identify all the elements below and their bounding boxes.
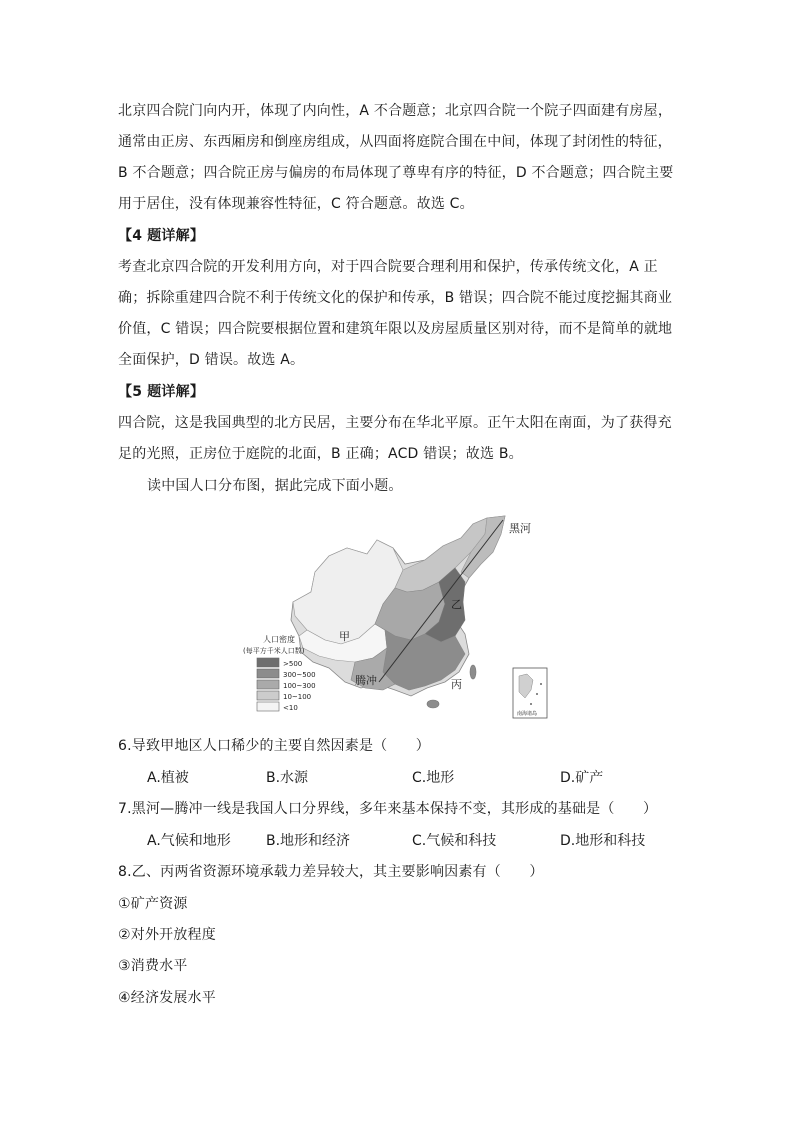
taiwan-island	[470, 665, 476, 679]
label-bing: 丙	[451, 678, 462, 691]
paragraph-line: 价值，C 错误；四合院要根据位置和建筑年限以及房屋质量区别对待，而不是简单的就地	[118, 321, 673, 337]
south-china-sea-inset	[513, 668, 547, 718]
q7-option-d[interactable]: D.地形和科技	[560, 833, 646, 849]
section-heading-q5: 【5 题详解】	[118, 384, 205, 400]
population-density-map	[243, 512, 555, 722]
legend-title: 人口密度	[263, 635, 295, 644]
q8-item-3[interactable]: ③消费水平	[118, 958, 188, 974]
paragraph-line: 四合院，这是我国典型的北方民居，主要分布在华北平原。正午太阳在南面，为了获得充	[118, 415, 672, 431]
q7-option-c[interactable]: C.气候和科技	[412, 833, 497, 849]
q6-option-d[interactable]: D.矿产	[560, 770, 604, 786]
question-6: 6.导致甲地区人口稀少的主要自然因素是（ ）	[118, 738, 430, 754]
legend-label: <10	[283, 704, 298, 712]
legend-swatch	[257, 658, 279, 667]
inset-label: 南海诸岛	[517, 711, 538, 717]
legend-swatch	[257, 691, 279, 700]
q6-option-c[interactable]: C.地形	[412, 770, 455, 786]
q8-item-2[interactable]: ②对外开放程度	[118, 927, 216, 943]
paragraph-line: 足的光照，正房位于庭院的北面，B 正确；ACD 错误；故选 B。	[118, 446, 523, 462]
label-yi: 乙	[451, 598, 462, 611]
label-heihe: 黑河	[509, 522, 531, 535]
q8-item-1[interactable]: ①矿产资源	[118, 896, 188, 912]
paragraph-line: 北京四合院门向内开，体现了内向性，A 不合题意；北京四合院一个院子四面建有房屋，	[118, 103, 673, 119]
q7-option-b[interactable]: B.地形和经济	[266, 833, 351, 849]
question-7: 7.黑河—腾冲一线是我国人口分界线，多年来基本保持不变，其形成的基础是（ ）	[118, 801, 658, 817]
q7-option-a[interactable]: A.气候和地形	[147, 833, 231, 849]
paragraph-line: 考查北京四合院的开发利用方向，对于四合院要合理利用和保护，传承传统文化，A 正	[118, 259, 658, 275]
legend-label: 100~300	[283, 682, 316, 690]
paragraph-line: 用于居住，没有体现兼容性特征，C 符合题意。故选 C。	[118, 196, 474, 212]
q6-option-a[interactable]: A.植被	[147, 770, 189, 786]
legend-label: >500	[283, 660, 303, 668]
label-jia: 甲	[339, 630, 350, 643]
paragraph-line: B 不合题意；四合院正房与偏房的布局体现了尊卑有序的特征，D 不合题意；四合院主要	[118, 165, 674, 181]
legend-label: 10~100	[283, 693, 312, 701]
paragraph-line: 通常由正房、东西厢房和倒座房组成，从四面将庭院合围在中间，体现了封闭性的特征，	[118, 134, 672, 150]
section-heading-q4: 【4 题详解】	[118, 228, 205, 244]
paragraph-line: 全面保护，D 错误。故选 A。	[118, 352, 305, 368]
map-svg	[243, 512, 555, 722]
legend-swatch	[257, 669, 279, 678]
hainan-island	[427, 700, 439, 708]
legend-swatch	[257, 702, 279, 711]
q8-item-4[interactable]: ④经济发展水平	[118, 990, 216, 1006]
map-intro: 读中国人口分布图，据此完成下面小题。	[147, 478, 403, 494]
legend-swatch	[257, 680, 279, 689]
label-tengchong: 腾冲	[355, 674, 377, 687]
question-8: 8.乙、丙两省资源环境承载力差异较大，其主要影响因素有（ ）	[118, 864, 544, 880]
paragraph-line: 确；拆除重建四合院不利于传统文化的保护和传承，B 错误；四合院不能过度挖掘其商业	[118, 290, 673, 306]
legend-label: 300~500	[283, 671, 316, 679]
legend-subtitle: (每平方千米人口数)	[243, 647, 305, 655]
q6-option-b[interactable]: B.水源	[266, 770, 309, 786]
